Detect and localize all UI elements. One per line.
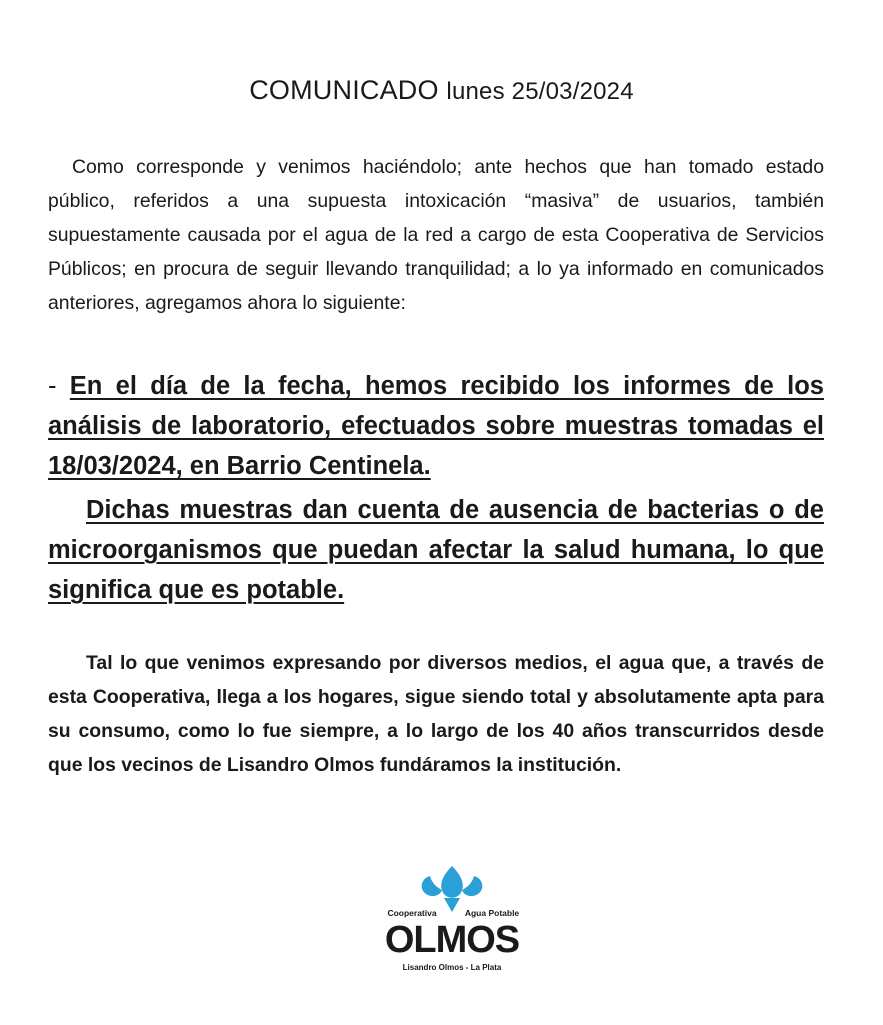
page-title: [0, 72, 883, 110]
closing-paragraph: Tal lo que venimos expresando por diversos medios, el agua que, a través de esta Cooperativa, llega a los hogares, sigue siendo total y absolutamente apta para su consumo, como lo fue siempre, a lo largo de los 40 años transcurridos desde que los vecinos de Lisandro Olmos fundáramos la institución.: [48, 652, 824, 776]
statement-first-text: En el día de la fecha, hemos recibido los informes de los análisis de laboratorio, efectuados sobre muestras tomadas el 18/03/2024, en Barrio Centinela.: [48, 372, 824, 480]
title-date: lunes 25/03/2024: [446, 78, 634, 105]
logo-agua-potable-text: Agua Potable: [464, 908, 520, 918]
statement-second-text: Dichas muestras dan cuenta de ausencia de bacterias o de microorganismos que puedan afectar la salud humana, lo que significa que es potable.: [48, 496, 824, 604]
intro-paragraph: Como corresponde y venimos haciéndolo; ante hechos que han tomado estado público, referidos a una supuesta intoxicación “masiva” de usuarios, también supuestamente causada por el agua de la red a cargo de esta Cooperativa de Servicios Públicos; en procura de seguir llevando tranquilidad; a lo ya informado en comunicados anteriores, agregamos ahora lo siguiente:: [48, 156, 824, 314]
cooperative-logo: [372, 862, 532, 982]
logo-subtitle: Lisandro Olmos - La Plata: [402, 963, 502, 972]
title-main: COMUNICADO: [249, 75, 439, 105]
fountain-icon: [422, 866, 483, 912]
logo-cooperativa-text: Cooperativa: [387, 908, 437, 918]
logo-name: OLMOS: [384, 919, 520, 961]
bullet-dash: -: [48, 372, 70, 400]
statement-second-paragraph: [48, 490, 824, 610]
statement-first-paragraph: [48, 366, 824, 486]
lab-results-statement: [48, 366, 824, 610]
